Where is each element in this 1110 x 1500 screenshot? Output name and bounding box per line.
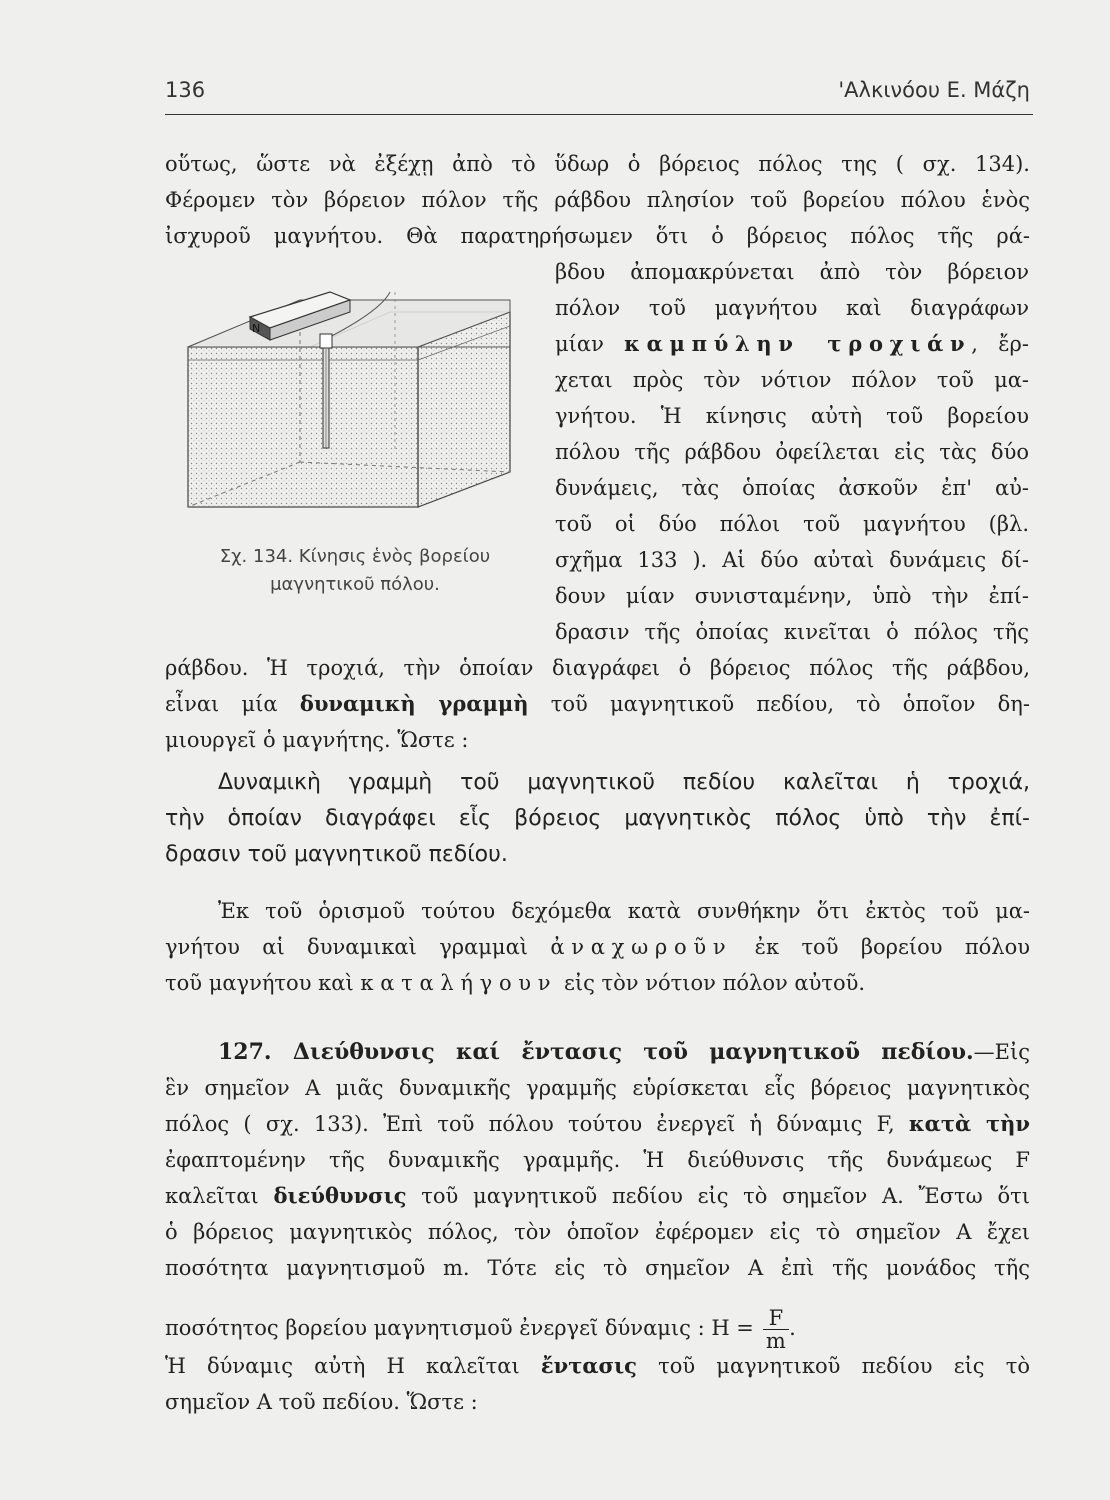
- text-span: εἶναι μία: [165, 692, 300, 716]
- emphasis-tangent: κατὰ τὴν: [908, 1111, 1030, 1136]
- emphasis-curved-path: καμπύλην τροχιάν: [624, 331, 972, 356]
- section-127-body: [165, 1070, 1030, 1286]
- text-line: ποσότητα μαγνητισμοῦ m. Τότε εἰς τὸ σημεῖον Α ἐπὶ τῆς μονάδος τῆς: [165, 1256, 1030, 1280]
- text-span: Ἡ δύναμις αὐτὴ H καλεῖται: [165, 1354, 541, 1378]
- text-line: ἐφαπτομένην τῆς δυναμικῆς γραμμῆς. Ἡ διεύθυνσις τῆς δυνάμεως F: [165, 1148, 1030, 1172]
- text-line: [555, 326, 1029, 362]
- text-line: βδου ἀπομακρύνεται ἀπὸ τὸν βόρειον: [555, 260, 1029, 284]
- text-span: —Εἰς: [973, 1040, 1030, 1064]
- figure-134-illustration: [180, 272, 530, 552]
- magnet-north-label: N: [252, 322, 261, 335]
- text-span: .: [789, 1316, 796, 1340]
- emphasis-field-line: δυναμικὴ γραμμὴ: [299, 691, 529, 716]
- fraction-denominator: m: [765, 1329, 786, 1353]
- text-span: ἐκ τοῦ βορείου πόλου: [732, 935, 1030, 959]
- section-127-heading: [218, 1032, 1030, 1072]
- caption-line-2: μαγνητικοῦ πόλου.: [270, 574, 440, 595]
- fraction-F-over-m: [763, 1307, 790, 1352]
- text-span: εἰς τὸν νότιον πόλον αὐτοῦ.: [557, 971, 866, 995]
- text-line: σημεῖον Α τοῦ πεδίου. Ὥστε :: [165, 1390, 478, 1414]
- paragraph-2: [165, 650, 1030, 758]
- text-line: ράβδου. Ἡ τροχιά, τὴν ὁποίαν διαγράφει ὁ βόρειος πόλος τῆς ράβδου,: [165, 656, 1030, 680]
- page-number: 136: [165, 78, 206, 102]
- emphasis-terminate: καταλήγουν: [360, 971, 558, 995]
- text-line: οὕτως, ὥστε νὰ ἐξέχῃ ἀπὸ τὸ ὕδωρ ὁ βόρειος πόλος της ( σχ. 134).: [165, 152, 1030, 176]
- section-heading-line: [218, 1032, 1030, 1072]
- text-span: μίαν: [555, 332, 625, 356]
- text-line: Δυναμικὴ γραμμὴ τοῦ μαγνητικοῦ πεδίου καλεῖται ἡ τροχιά,: [218, 770, 1030, 795]
- text-line: ὁ βόρειος μαγνητικὸς πόλος, τὸν ὁποῖον ἐφέρομεν εἰς τὸ σημεῖον Α ἔχει: [165, 1220, 1030, 1244]
- text-line: [165, 1348, 1030, 1384]
- paragraph-3: [218, 893, 1030, 929]
- emphasis-direction: διεύθυνσις: [273, 1183, 407, 1208]
- definition-field-line-cont: [165, 801, 1030, 873]
- text-span: καλεῖται: [165, 1184, 274, 1208]
- text-line: δυνάμεις, τὰς ὁποίας ἀσκοῦν ἐπ' αὐ-: [555, 476, 1029, 500]
- text-line: Ἐκ τοῦ ὁρισμοῦ τούτου δεχόμεθα κατὰ συνθήκην ὅτι ἐκτὸς τοῦ μα-: [218, 899, 1030, 923]
- header-rule: [165, 114, 1033, 115]
- figure-caption: [170, 543, 540, 599]
- text-line: σχῆμα 133 ). Αἱ δύο αὐταὶ δυνάμεις δί-: [555, 548, 1029, 572]
- text-line: χεται πρὸς τὸν νότιον πόλον τοῦ μα-: [555, 368, 1029, 392]
- text-span: τοῦ μαγνητικοῦ πεδίου, τὸ ὁποῖον δη-: [528, 692, 1030, 716]
- emphasis-depart: ἀναχωροῦν: [550, 935, 733, 959]
- text-line: [165, 686, 1030, 722]
- text-span: τοῦ μαγνητικοῦ πεδίου εἰς τὸ: [636, 1354, 1030, 1378]
- text-line: τοῦ οἱ δύο πόλοι τοῦ μαγνήτου (βλ.: [555, 512, 1029, 536]
- emphasis-intensity: ἔντασις: [540, 1353, 637, 1378]
- text-line: μιουργεῖ ὁ μαγνήτης. Ὥστε :: [165, 728, 469, 752]
- text-line: ἰσχυροῦ μαγνήτου. Θὰ παρατηρήσωμεν ὅτι ὁ βόρειος πόλος τῆς ρά-: [165, 224, 1030, 248]
- text-line: δουν μίαν συνισταμένην, ὑπὸ τὴν ἐπί-: [555, 584, 1029, 608]
- text-line: δρασιν τῆς ὁποίας κινεῖται ὁ πόλος τῆς: [555, 620, 1029, 644]
- text-span: γνήτου αἱ δυναμικαὶ γραμμαὶ: [165, 935, 551, 959]
- text-line: [165, 965, 1030, 1001]
- text-line: γνήτου. Ἡ κίνησις αὐτὴ τοῦ βορείου: [555, 404, 1029, 428]
- text-span: τοῦ μαγνητικοῦ πεδίου εἰς τὸ σημεῖον Α. Ἔστω ὅτι: [406, 1184, 1030, 1208]
- section-heading: 127. Διεύθυνσις καί ἔντασις τοῦ μαγνητικοῦ πεδίου.: [218, 1039, 974, 1065]
- right-column-text: [555, 254, 1029, 650]
- text-line: Φέρομεν τὸν βόρειον πόλον τῆς ράβδου πλησίον τοῦ βορείου πόλου ἑνὸς: [165, 188, 1030, 212]
- running-title: 'Αλκινόου Ε. Μάζη: [838, 78, 1030, 102]
- definition-field-line: [218, 765, 1030, 801]
- section-127-end: [165, 1348, 1030, 1420]
- text-span: τοῦ μαγνήτου καὶ: [165, 971, 361, 995]
- text-line: [165, 1106, 1030, 1142]
- text-line: [165, 929, 1030, 965]
- page-header: [165, 78, 1030, 108]
- text-line: τὴν ὁποίαν διαγράφει εἷς βόρειος μαγνητικὸς πόλος ὑπὸ τὴν ἐπί-: [165, 806, 1030, 831]
- fraction-numerator: F: [763, 1307, 790, 1330]
- caption-line-1: Σχ. 134. Κίνησις ἑνὸς βορείου: [219, 546, 491, 567]
- text-line: πόλου τῆς ράβδου ὀφείλεται εἰς τὰς δύο: [555, 440, 1029, 464]
- text-line: πόλον τοῦ μαγνήτου καὶ διαγράφων: [555, 296, 1029, 320]
- text-line: δρασιν τοῦ μαγνητικοῦ πεδίου.: [165, 842, 508, 867]
- text-line: ἓν σημεῖον Α μιᾶς δυναμικῆς γραμμῆς εὑρίσκεται εἷς βόρειος μαγνητικὸς: [165, 1076, 1030, 1100]
- paragraph-1: [165, 146, 1030, 254]
- text-line: [165, 1178, 1030, 1214]
- text-span: ποσότητος βορείου μαγνητισμοῦ ἐνεργεῖ δύναμις : H =: [165, 1316, 761, 1340]
- paragraph-3-cont: [165, 929, 1030, 1001]
- text-span: , ἔρ-: [971, 332, 1029, 356]
- text-span: πόλος ( σχ. 133). Ἐπὶ τοῦ πόλου τούτου ἐνεργεῖ ἡ δύναμις F,: [165, 1112, 909, 1136]
